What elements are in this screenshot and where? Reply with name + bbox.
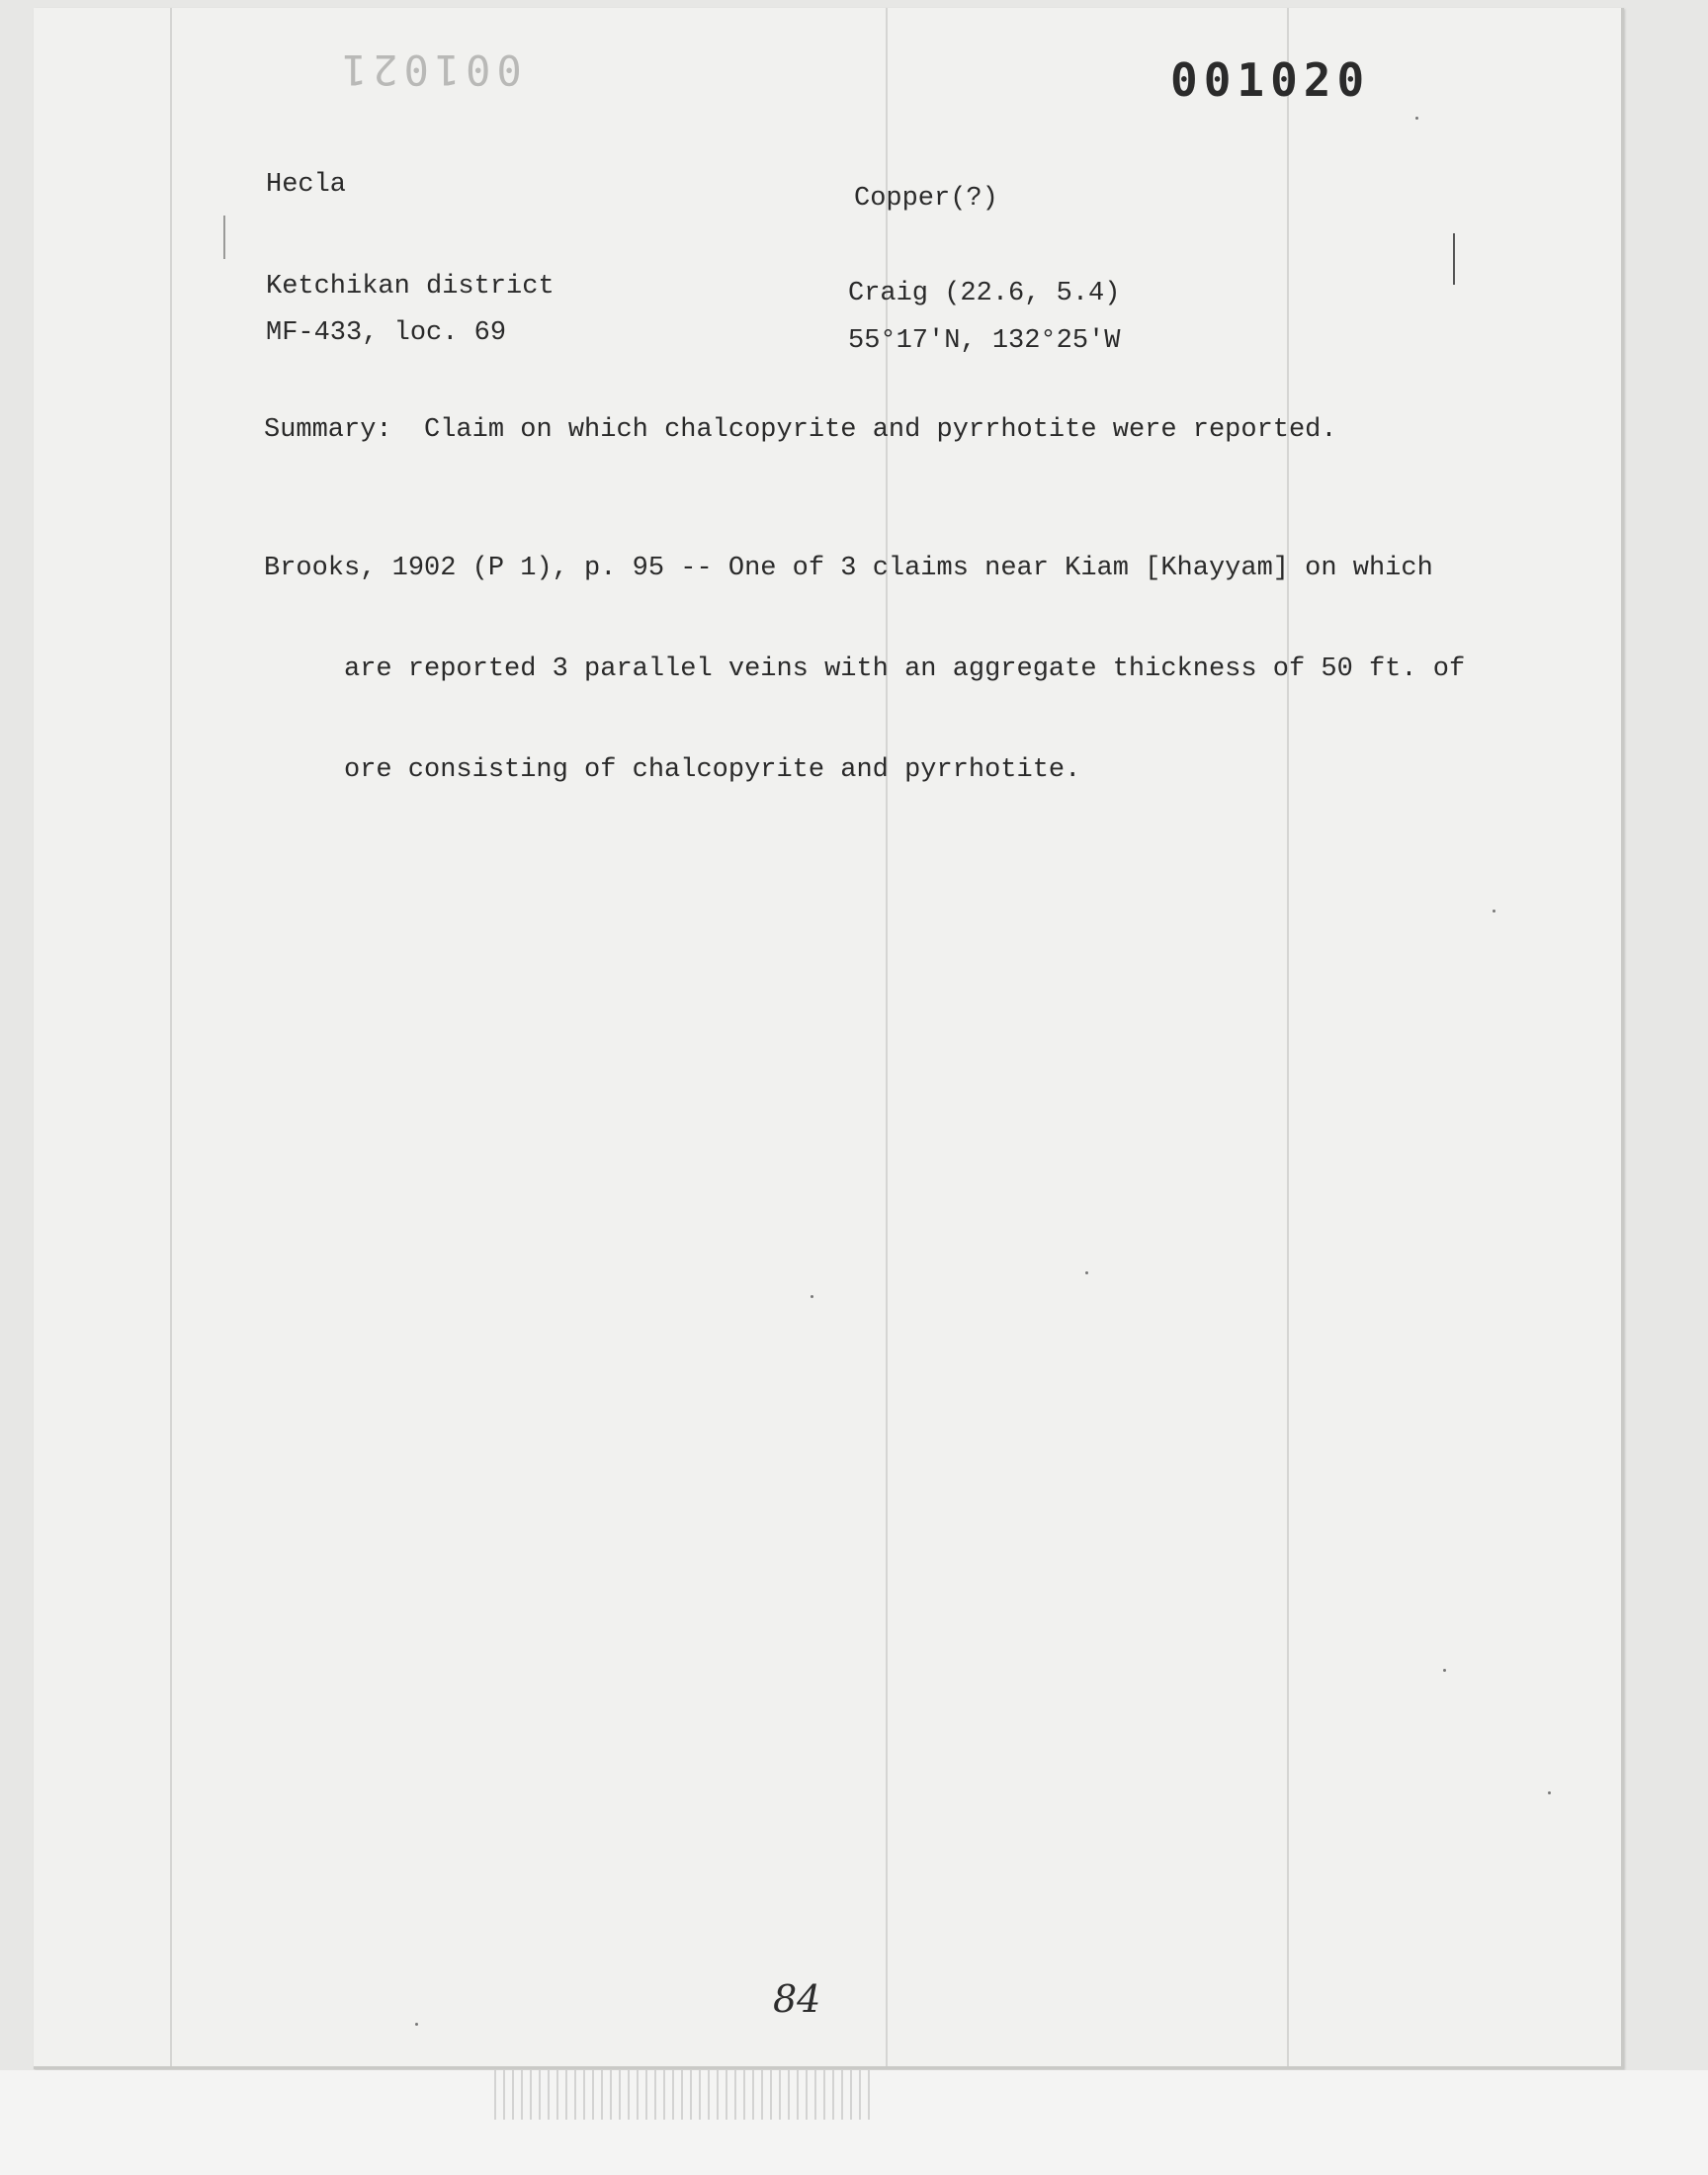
scanner-artifact [494,2070,870,2120]
summary-text: Claim on which chalcopyrite and pyrrhotite were reported. [424,415,1337,445]
scan-line [886,8,888,2066]
scan-line [170,8,172,2066]
summary-label: Summary: [264,415,392,445]
scan-speck [1443,1669,1446,1672]
page-number: 84 [773,1977,821,2021]
reference-paragraph [264,484,1465,821]
reference-line: are reported 3 parallel veins with an aggregate thickness of 50 ft. of [344,654,1466,684]
district: Ketchikan district [266,272,555,302]
scan-mark [1453,233,1455,285]
reference-line: ore consisting of chalcopyrite and pyrrhotite. [344,755,1081,785]
scan-speck [1415,117,1418,120]
scan-mark [223,216,225,259]
stamp-number: 001020 [1170,53,1371,107]
scan-speck [415,2023,418,2026]
faded-stamp-number: 001021 [336,45,522,94]
reference-line: Brooks, 1902 (P 1), p. 95 -- One of 3 claims near Kiam [Khayyam] on which [264,554,1433,583]
scan-speck [811,1295,813,1298]
scan-speck [1548,1791,1551,1794]
summary-paragraph [264,413,1337,447]
map-reference: MF-433, loc. 69 [266,318,507,348]
scan-speck [1493,910,1495,913]
scan-speck [1085,1271,1088,1274]
commodity: Copper(?) [854,184,998,214]
scan-line [1287,8,1289,2066]
deposit-name: Hecla [266,170,347,200]
coordinates: 55°17'N, 132°25'W [848,326,1121,356]
quadrangle: Craig (22.6, 5.4) [848,279,1121,308]
